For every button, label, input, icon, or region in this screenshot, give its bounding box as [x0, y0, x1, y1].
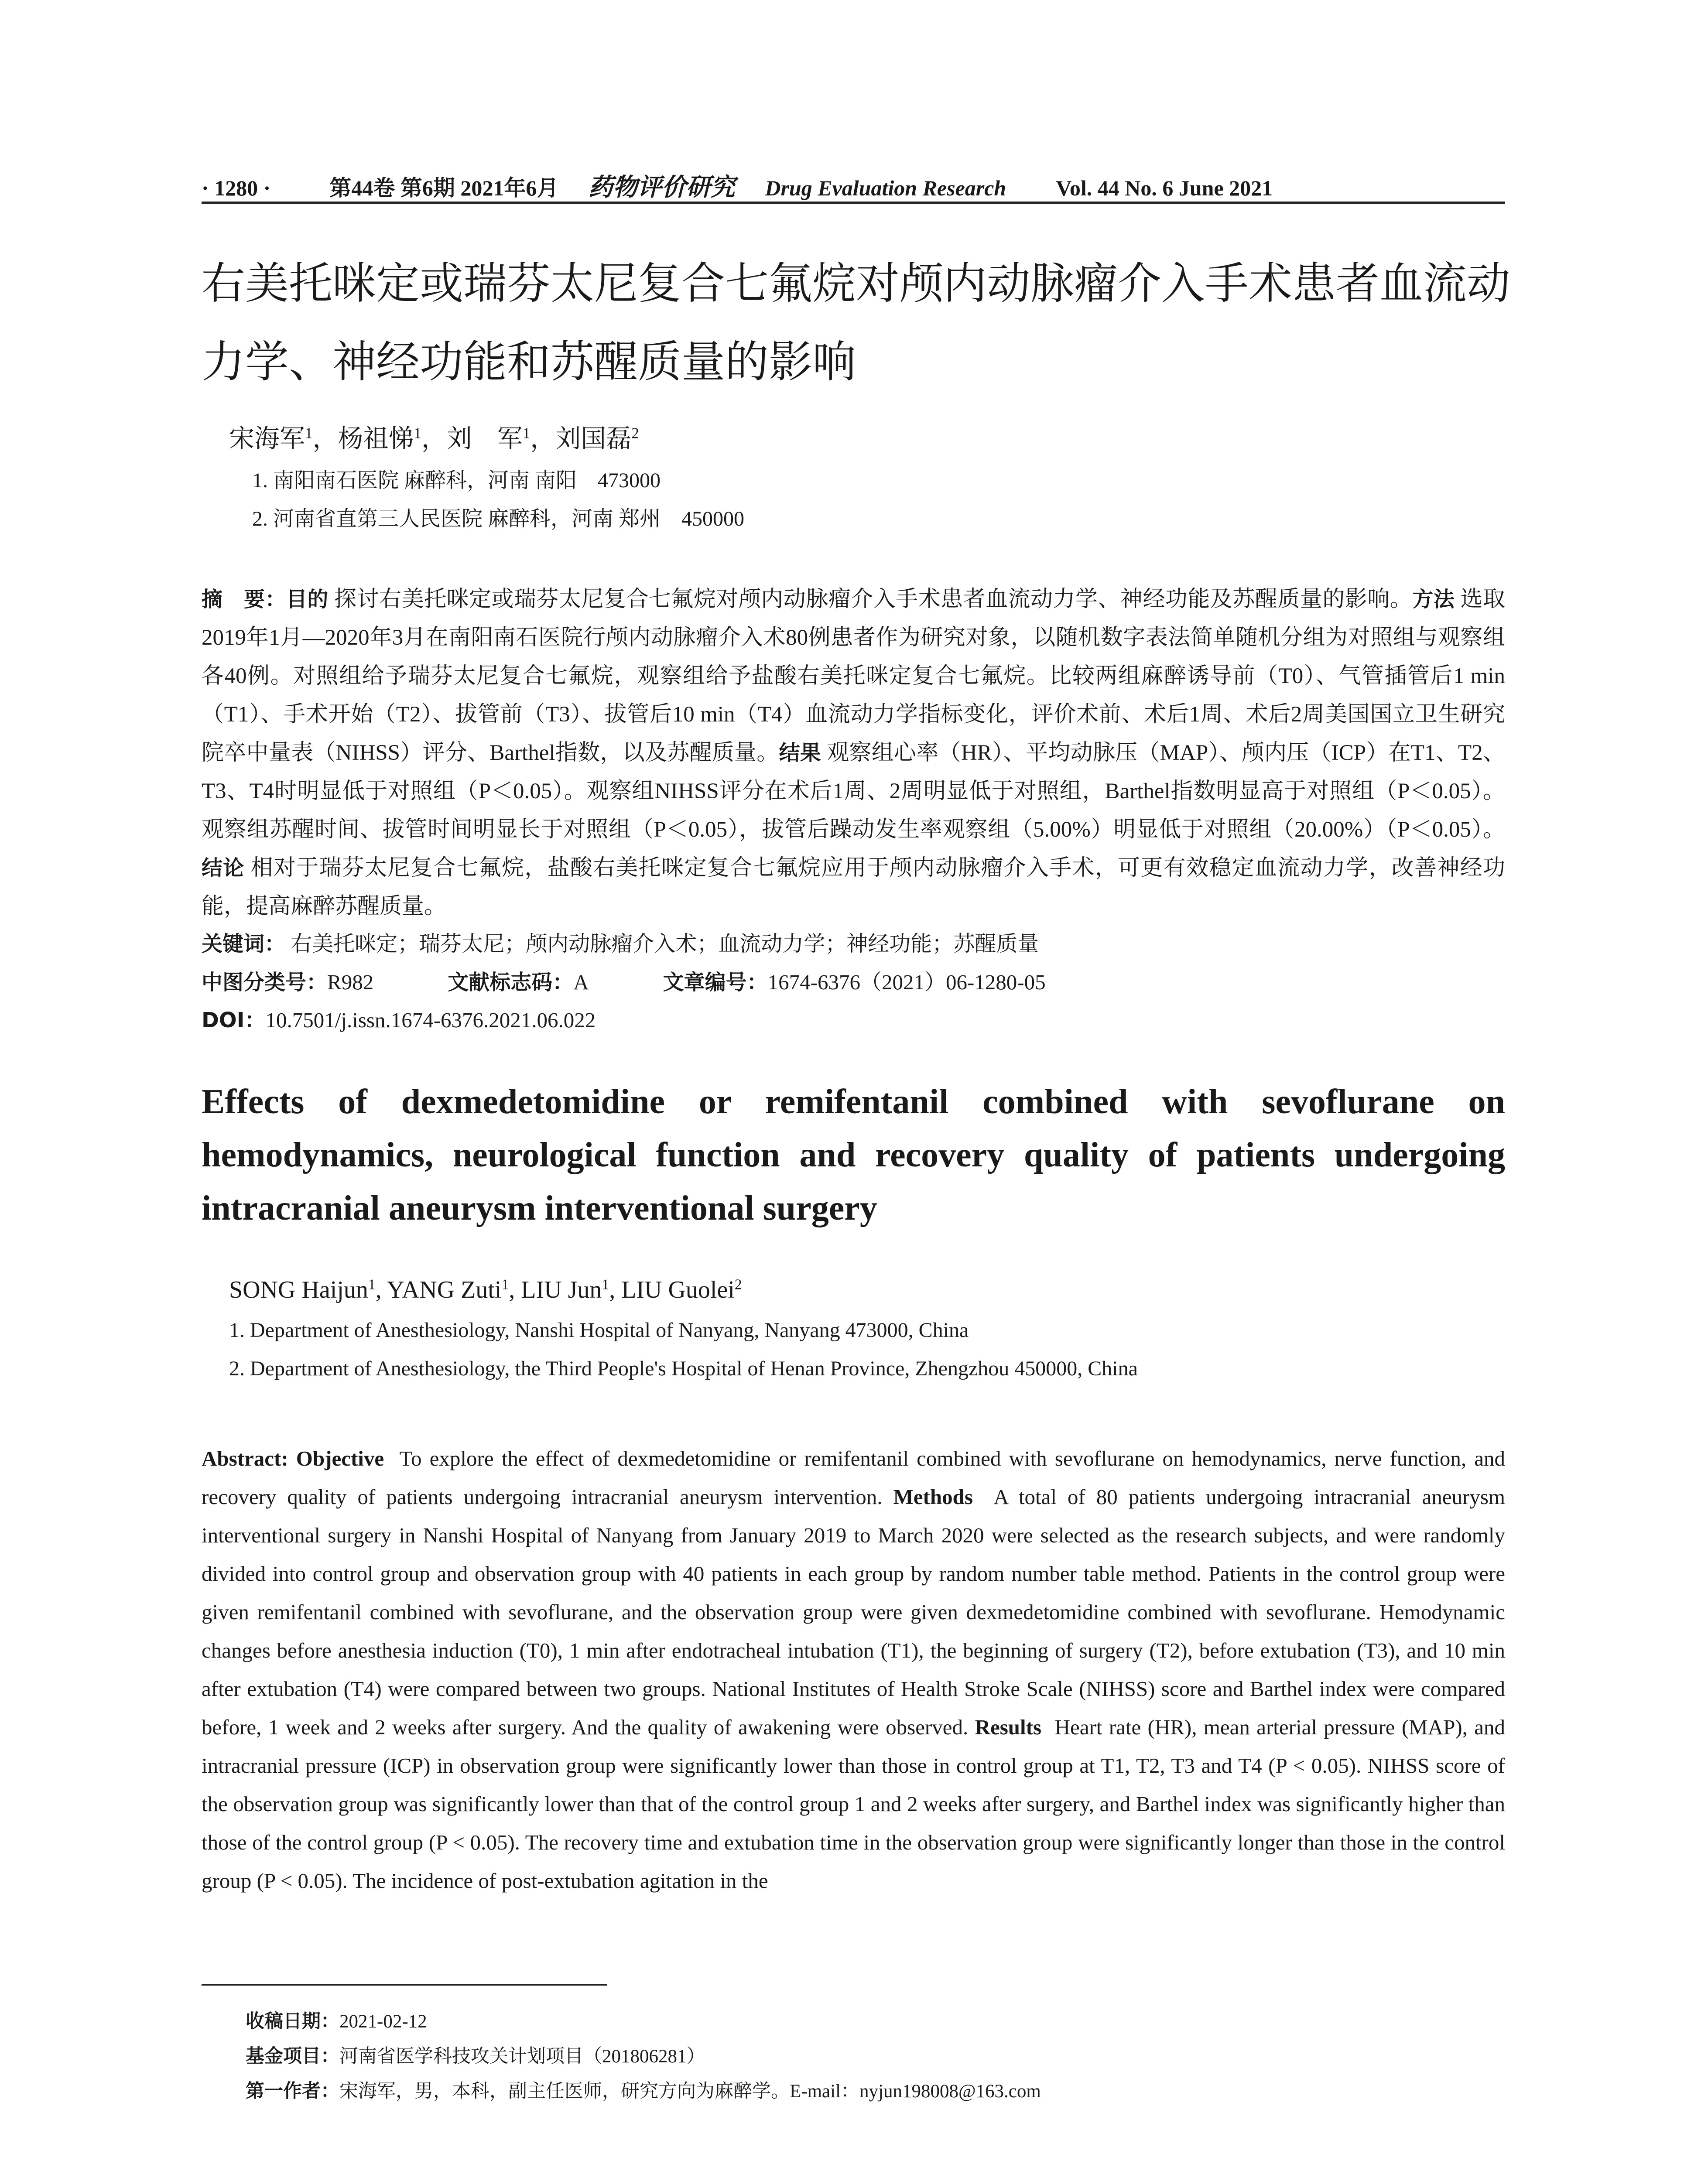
- author-name: 刘国磊: [555, 424, 632, 453]
- keywords-label: 关键词：: [202, 932, 286, 956]
- affil-mark: 1: [414, 424, 421, 442]
- fund-value: 河南省医学科技攻关计划项目（201806281）: [339, 2046, 705, 2067]
- keywords-text: 右美托咪定；瑞芬太尼；颅内动脉瘤介入术；血流动力学；神经功能；苏醒质量: [291, 932, 1039, 956]
- authors-cn: [229, 418, 639, 455]
- header-rule: [202, 202, 1505, 204]
- page-number: · 1280 ·: [202, 176, 271, 200]
- article-number-value: 1674-6376（2021）06-1280-05: [767, 970, 1046, 994]
- results-label: 结果: [779, 741, 821, 765]
- objective-label: Objective: [296, 1446, 384, 1470]
- author-name: 刘 军: [446, 424, 523, 453]
- methods-label: 方法: [1412, 587, 1455, 612]
- affiliation-cn-2: 2. 河南省直第三人民医院 麻醉科，河南 郑州 450000: [252, 507, 745, 530]
- affil-mark: 2: [734, 1276, 742, 1293]
- classification-line: [202, 965, 1046, 996]
- separator: ,: [609, 1276, 622, 1303]
- affil-mark: 1: [501, 1276, 509, 1293]
- title-en: Effects of dexmedetomidine or remifentanil combined with sevoflurane on hemodynamics, neurological function and recovery quality of patients undergoing intracranial aneurysm interventional surgery: [202, 1083, 1505, 1227]
- affil-mark: 1: [522, 424, 531, 442]
- conclusion-label: 结论: [202, 856, 245, 880]
- doc-code-label: 文献标志码：: [448, 970, 574, 995]
- footnote-rule: [202, 1984, 607, 1986]
- author-name: LIU Guolei: [621, 1276, 735, 1303]
- affiliation-en-2: 2. Department of Anesthesiology, the Third People's Hospital of Henan Province, Zhengzhou 450000, China: [229, 1357, 1138, 1380]
- footnote-first-author: [246, 2076, 1041, 2103]
- abstract-label: Abstract:: [202, 1446, 288, 1470]
- first-author-label: 第一作者：: [246, 2080, 339, 2102]
- issue-cn: 第44卷 第6期 2021年6月: [329, 176, 559, 200]
- issue-en: Vol. 44 No. 6 June 2021: [1056, 176, 1273, 200]
- objective-label: 目的: [286, 587, 329, 612]
- clc-label: 中图分类号：: [202, 970, 328, 995]
- conclusion-text: 相对于瑞芬太尼复合七氟烷，盐酸右美托咪定复合七氟烷应用于颅内动脉瘤介入手术，可更有效稳定血流动力学，改善神经功能，提高麻醉苏醒质量。: [202, 856, 1505, 919]
- results-text: Heart rate (HR), mean arterial pressure (MAP), and intracranial pressure (ICP) in observation group were significantly lower than those in control group at T1, T2, T3 and T4 (P < 0.05). NIHSS score of the observation group was significantly lower than that of the control group 1 and 2 weeks after surgery, and Barthel index was significantly higher than those of the control group (P < 0.05). The recovery time and extubation time in the observation group were significantly longer than those in the control group (P < 0.05). The incidence of post-extubation agitation in the: [202, 1715, 1505, 1893]
- abstract-label: 摘 要：: [202, 587, 286, 612]
- keywords-cn: [202, 927, 1039, 957]
- affil-mark: 1: [368, 1276, 376, 1293]
- separator: ，: [530, 424, 556, 453]
- methods-text: A total of 80 patients undergoing intracranial aneurysm interventional surgery in Nanshi Hospital of Nanyang from January 2019 to March 2020 were selected as the research subjects, and were randomly divided into control group and observation group with 40 patients in each group by random number table method. Patients in the control group were given remifentanil combined with sevoflurane, and the observation group were given dexmedetomidine combined with sevoflurane. Hemodynamic changes before anesthesia induction (T0), 1 min after endotracheal intubation (T1), the beginning of surgery (T2), before extubation (T3), and 10 min after extubation (T4) were compared between two groups. National Institutes of Health Stroke Scale (NIHSS) score and Barthel index were compared before, 1 week and 2 weeks after surgery. And the quality of awakening were observed.: [202, 1485, 1506, 1739]
- separator: ，: [421, 424, 447, 453]
- received-value: 2021-02-12: [339, 2011, 427, 2032]
- running-header: [202, 168, 1273, 203]
- methods-text: 选取2019年1月—2020年3月在南阳南石医院行颅内动脉瘤介入术80例患者作为研究对象，以随机数字表法简单随机分组为对照组与观察组各40例。对照组给予瑞芬太尼复合七氟烷，观察组给予盐酸右美托咪定复合七氟烷。比较两组麻醉诱导前（T0）、气管插管后1 min（T1）、手术开始（T2）、拔管前（T3）、拔管后10 min（T4）血流动力学指标变化，评价术前、术后1周、术后2周美国国立卫生研究院卒中量表（NIHSS）评分、Barthel指数，以及苏醒质量。: [202, 587, 1505, 765]
- author-name: YANG Zuti: [387, 1276, 502, 1303]
- separator: ,: [509, 1276, 521, 1303]
- journal-name-en: Drug Evaluation Research: [765, 176, 1006, 200]
- author-name: SONG Haijun: [229, 1276, 368, 1303]
- affil-mark: 2: [631, 424, 639, 442]
- doc-code-value: A: [573, 970, 589, 994]
- separator: ，: [312, 424, 338, 453]
- doi-line: [202, 1003, 596, 1033]
- authors-en: [229, 1276, 742, 1304]
- results-label: Results: [975, 1715, 1042, 1739]
- objective-text: 探讨右美托咪定或瑞芬太尼复合七氟烷对颅内动脉瘤介入手术患者血流动力学、神经功能及苏醒质量的影响。: [334, 587, 1413, 612]
- methods-label: Methods: [893, 1485, 973, 1509]
- footnote-received: [246, 2007, 427, 2033]
- footnote-fund: [246, 2041, 705, 2068]
- doi-value: 10.7501/j.issn.1674-6376.2021.06.022: [265, 1008, 596, 1032]
- article-number-label: 文章编号：: [663, 970, 768, 995]
- title-cn: 右美托咪定或瑞芬太尼复合七氟烷对颅内动脉瘤介入手术患者血流动力学、神经功能和苏醒质量的影响: [202, 258, 1510, 387]
- author-name: 杨祖悌: [338, 424, 414, 453]
- journal-name-cn: 药物评价研究: [588, 174, 735, 201]
- results-text: 观察组心率（HR）、平均动脉压（MAP）、颅内压（ICP）在T1、T2、T3、T4时明显低于对照组（P＜0.05）。观察组NIHSS评分在术后1周、2周明显低于对照组，Barthel指数明显高于对照组（P＜0.05）。观察组苏醒时间、拔管时间明显长于对照组（P＜0.05），拔管后躁动发生率观察组（5.00%）明显低于对照组（20.00%）（P＜0.05）。: [202, 741, 1505, 842]
- author-name: 宋海军: [229, 424, 305, 453]
- doi-label: DOI：: [202, 1008, 266, 1032]
- fund-label: 基金项目：: [246, 2045, 339, 2067]
- affil-mark: 1: [602, 1276, 609, 1293]
- received-label: 收稿日期：: [246, 2010, 339, 2032]
- affil-mark: 1: [305, 424, 313, 442]
- author-name: LIU Jun: [521, 1276, 602, 1303]
- abstract-en: [202, 1439, 1505, 1900]
- clc-value: R982: [327, 970, 374, 994]
- abstract-cn: [202, 580, 1505, 926]
- affiliation-en-1: 1. Department of Anesthesiology, Nanshi Hospital of Nanyang, Nanyang 473000, China: [229, 1319, 969, 1342]
- first-author-value: 宋海军，男，本科，副主任医师，研究方向为麻醉学。E-mail：nyjun198008@163.com: [339, 2081, 1041, 2102]
- affiliation-cn-1: 1. 南阳南石医院 麻醉科，河南 南阳 473000: [252, 469, 661, 492]
- separator: ,: [375, 1276, 387, 1303]
- objective-text: To explore the effect of dexmedetomidine or remifentanil combined with sevoflurane on hemodynamics, nerve function, and recovery quality of patients undergoing intracranial aneurysm intervention.: [202, 1446, 1505, 1509]
